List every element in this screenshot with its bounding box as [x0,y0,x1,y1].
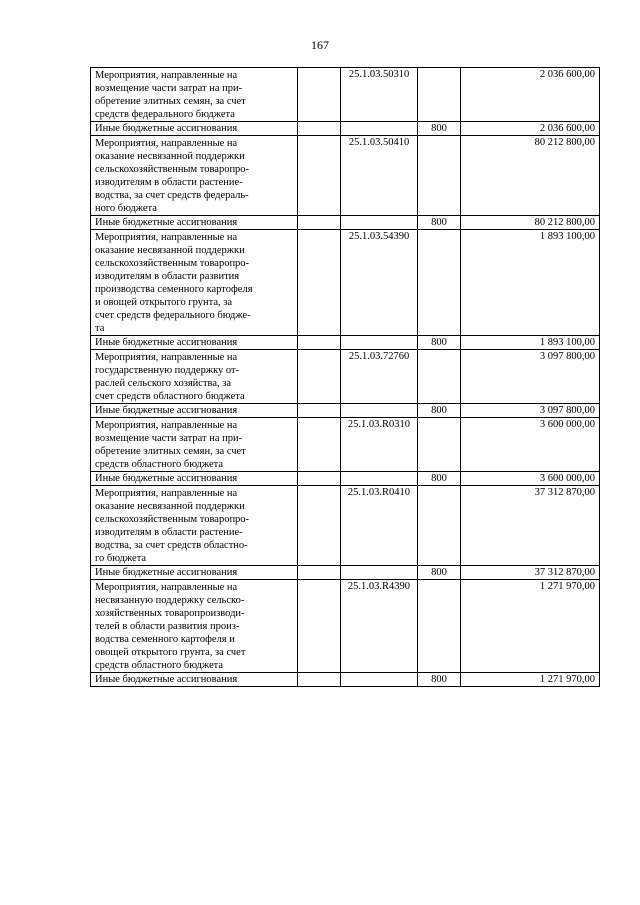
row-code-cell: 25.1.03.50310 [341,68,418,122]
measure-row [91,230,600,336]
row-name-line: хозяйственных товаропроизводи- [95,608,245,619]
row-name-line: изводителям в области развития [95,271,240,282]
row-amount-cell: 80 212 800,00 [461,136,600,216]
row-amount-cell: 3 097 800,00 [461,404,600,418]
row-name-line: государственную поддержку от- [95,365,240,376]
row-empty-cell [298,673,341,687]
row-name-line: Мероприятия, направленные на [95,488,238,499]
row-empty-cell [298,336,341,350]
row-name-line: средств федерального бюджета [95,109,235,120]
row-amount-cell: 2 036 600,00 [461,68,600,122]
measure-row [91,418,600,472]
row-name-line: Иные бюджетные ассигнования [95,337,238,348]
row-name-cell [91,350,298,404]
row-code-cell [341,404,418,418]
row-name-line: сельскохозяйственным товаропро- [95,258,250,269]
row-name-line: го бюджета [95,553,147,564]
row-type-cell [418,350,461,404]
row-empty-cell [298,68,341,122]
row-code-cell: 25.1.03.R4390 [341,580,418,673]
row-amount-cell: 80 212 800,00 [461,216,600,230]
row-code-cell: 25.1.03.R0410 [341,486,418,566]
row-amount-cell: 1 271 970,00 [461,673,600,687]
row-name-line: изводителям в области растение- [95,177,243,188]
row-name-cell [91,566,298,580]
row-name-line: средств областного бюджета [95,660,224,671]
row-amount-cell: 3 600 000,00 [461,472,600,486]
measure-row [91,580,600,673]
row-code-cell [341,122,418,136]
row-code-cell [341,472,418,486]
row-name-line: оказание несвязанной поддержки [95,501,245,512]
row-name-line: Мероприятия, направленные на [95,70,238,81]
row-name-line: Иные бюджетные ассигнования [95,405,238,416]
row-type-cell [418,136,461,216]
row-name-line: несвязанную поддержку сельско- [95,595,245,606]
row-empty-cell [298,566,341,580]
page-number: 167 [311,38,329,52]
allocation-row [91,404,600,418]
row-name-line: Мероприятия, направленные на [95,232,238,243]
row-code-cell [341,566,418,580]
row-name-line: Мероприятия, направленные на [95,352,238,363]
row-type-cell: 800 [418,472,461,486]
row-type-cell [418,580,461,673]
row-code-cell: 25.1.03.R0310 [341,418,418,472]
allocation-row [91,336,600,350]
row-name-cell [91,486,298,566]
row-name-line: Иные бюджетные ассигнования [95,217,238,228]
row-name-line: водства, за счет средств областно- [95,540,248,551]
row-name-line: возмещение части затрат на при- [95,83,243,94]
row-name-line: та [95,323,105,334]
row-type-cell: 800 [418,336,461,350]
row-empty-cell [298,404,341,418]
row-name-line: телей в области развития произ- [95,621,240,632]
row-name-line: Иные бюджетные ассигнования [95,674,238,685]
row-name-line: водства семенного картофеля и [95,634,235,645]
row-name-cell [91,472,298,486]
row-name-line: Иные бюджетные ассигнования [95,123,238,134]
row-type-cell: 800 [418,216,461,230]
row-name-cell [91,418,298,472]
row-name-line: возмещение части затрат на при- [95,433,243,444]
row-amount-cell: 37 312 870,00 [461,486,600,566]
row-code-cell: 25.1.03.72760 [341,350,418,404]
measure-row [91,350,600,404]
row-name-line: производства семенного картофеля [95,284,253,295]
row-empty-cell [298,580,341,673]
row-amount-cell: 37 312 870,00 [461,566,600,580]
row-code-cell: 25.1.03.54390 [341,230,418,336]
row-name-line: оказание несвязанной поддержки [95,151,245,162]
row-code-cell [341,673,418,687]
row-name-line: сельскохозяйственным товаропро- [95,514,250,525]
row-amount-cell: 3 097 800,00 [461,350,600,404]
row-type-cell [418,486,461,566]
row-name-cell [91,216,298,230]
row-name-line: Мероприятия, направленные на [95,582,238,593]
row-empty-cell [298,136,341,216]
measure-row [91,486,600,566]
row-name-cell [91,580,298,673]
row-code-cell [341,336,418,350]
row-name-line: счет средств областного бюджета [95,391,245,402]
budget-table [90,67,600,687]
row-code-cell [341,216,418,230]
row-empty-cell [298,122,341,136]
row-name-line: Иные бюджетные ассигнования [95,473,238,484]
row-type-cell [418,230,461,336]
row-type-cell [418,68,461,122]
row-name-line: средств областного бюджета [95,459,224,470]
row-type-cell: 800 [418,404,461,418]
row-name-line: Мероприятия, направленные на [95,138,238,149]
row-name-cell [91,136,298,216]
row-amount-cell: 1 893 100,00 [461,230,600,336]
row-name-cell [91,673,298,687]
row-name-line: сельскохозяйственным товаропро- [95,164,250,175]
row-name-line: Иные бюджетные ассигнования [95,567,238,578]
row-empty-cell [298,230,341,336]
row-name-line: Мероприятия, направленные на [95,420,238,431]
allocation-row [91,216,600,230]
row-name-line: обретение элитных семян, за счет [95,96,246,107]
row-name-line: изводителям в области растение- [95,527,243,538]
row-name-line: ного бюджета [95,203,157,214]
row-name-cell [91,230,298,336]
row-name-line: оказание несвязанной поддержки [95,245,245,256]
row-name-cell [91,404,298,418]
row-empty-cell [298,216,341,230]
row-amount-cell: 1 893 100,00 [461,336,600,350]
row-name-line: и овощей открытого грунта, за [95,297,233,308]
allocation-row [91,566,600,580]
row-name-line: раслей сельского хозяйства, за [95,378,232,389]
row-amount-cell: 2 036 600,00 [461,122,600,136]
allocation-row [91,122,600,136]
row-empty-cell [298,472,341,486]
row-name-line: обретение элитных семян, за счет [95,446,246,457]
row-type-cell: 800 [418,566,461,580]
row-code-cell: 25.1.03.50410 [341,136,418,216]
row-name-cell [91,122,298,136]
row-empty-cell [298,418,341,472]
row-name-line: овощей открытого грунта, за счет [95,647,246,658]
row-empty-cell [298,350,341,404]
row-type-cell: 800 [418,122,461,136]
row-amount-cell: 3 600 000,00 [461,418,600,472]
row-name-cell [91,68,298,122]
measure-row [91,68,600,122]
row-name-cell [91,336,298,350]
allocation-row [91,673,600,687]
row-type-cell: 800 [418,673,461,687]
row-name-line: водства, за счет средств федераль- [95,190,249,201]
row-name-line: счет средств федерального бюдже- [95,310,251,321]
allocation-row [91,472,600,486]
budget-table-body [91,68,600,687]
measure-row [91,136,600,216]
row-amount-cell: 1 271 970,00 [461,580,600,673]
row-empty-cell [298,486,341,566]
row-type-cell [418,418,461,472]
